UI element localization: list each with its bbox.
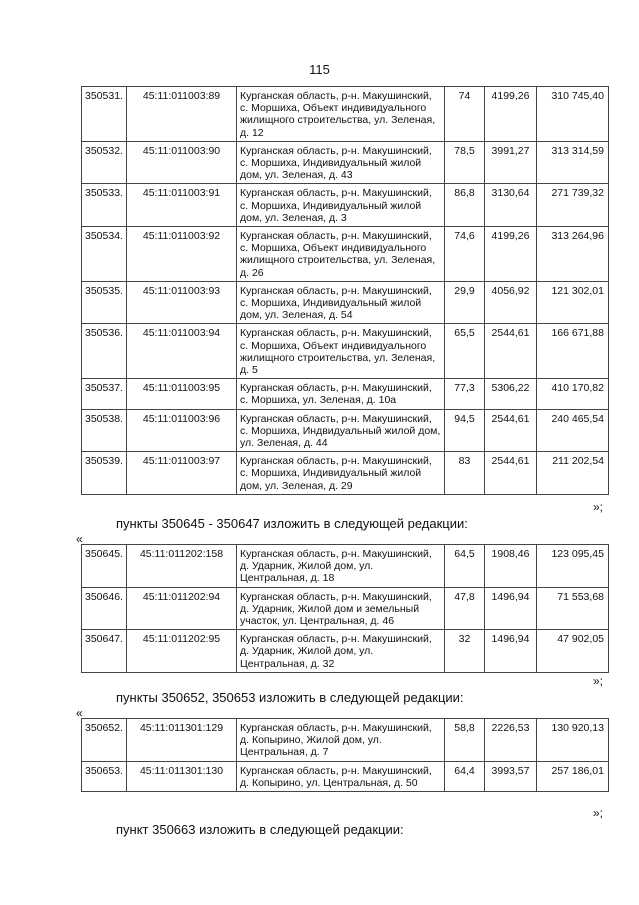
unit-price-cell: 5306,22 xyxy=(485,379,537,409)
cadastral-value-cell: 313 264,96 xyxy=(537,227,609,282)
address-cell: Курганская область, р-н. Макушинский, с. Моршиха, Объект индивидуального жилищного строительства, ул. Зеленая, д. 5 xyxy=(237,324,445,379)
unit-price-cell: 4056,92 xyxy=(485,281,537,324)
table-row xyxy=(82,87,609,142)
cadastral-number-cell: 45:11:011202:158 xyxy=(127,545,237,588)
unit-price-cell: 2544,61 xyxy=(485,409,537,452)
table-row xyxy=(82,184,609,227)
area-cell: 64,5 xyxy=(445,545,485,588)
table-row xyxy=(82,409,609,452)
cadastral-number-cell: 45:11:011202:94 xyxy=(127,587,237,630)
cadastral-number-cell: 45:11:011301:130 xyxy=(127,761,237,791)
table-row xyxy=(82,379,609,409)
area-cell: 74 xyxy=(445,87,485,142)
item-number-cell: 350536. xyxy=(82,324,127,379)
cadastral-number-cell: 45:11:011003:89 xyxy=(127,87,237,142)
cadastral-number-cell: 45:11:011003:90 xyxy=(127,141,237,184)
area-cell: 94,5 xyxy=(445,409,485,452)
address-cell: Курганская область, р-н. Макушинский, д. Ударник, Жилой дом, ул. Центральная, д. 18 xyxy=(237,545,445,588)
registry-table-1 xyxy=(81,86,609,495)
item-number-cell: 350534. xyxy=(82,227,127,282)
cadastral-value-cell: 71 553,68 xyxy=(537,587,609,630)
item-number-cell: 350646. xyxy=(82,587,127,630)
area-cell: 78,5 xyxy=(445,141,485,184)
address-cell: Курганская область, р-н. Макушинский, д. Копырино, ул. Центральная, д. 50 xyxy=(237,761,445,791)
area-cell: 74,6 xyxy=(445,227,485,282)
closing-quote: »; xyxy=(593,500,604,514)
closing-quote: »; xyxy=(593,674,604,688)
address-cell: Курганская область, р-н. Макушинский, д. Ударник, Жилой дом и земельный участок, ул. Центральная, д. 46 xyxy=(237,587,445,630)
cadastral-value-cell: 410 170,82 xyxy=(537,379,609,409)
page-number: 115 xyxy=(309,62,330,77)
area-cell: 64,4 xyxy=(445,761,485,791)
registry-table-3 xyxy=(81,718,609,792)
unit-price-cell: 1496,94 xyxy=(485,587,537,630)
cadastral-value-cell: 271 739,32 xyxy=(537,184,609,227)
area-cell: 29,9 xyxy=(445,281,485,324)
address-cell: Курганская область, р-н. Макушинский, с. Моршиха, Индивидуальный жилой дом, ул. Зеленая, д. 29 xyxy=(237,452,445,495)
amendment-paragraph: пункты 350645 - 350647 изложить в следующей редакции: xyxy=(116,516,468,531)
cadastral-value-cell: 257 186,01 xyxy=(537,761,609,791)
item-number-cell: 350647. xyxy=(82,630,127,673)
address-cell: Курганская область, р-н. Макушинский, с. Моршиха, Индивидуальный жилой дом, ул. Зеленая, д. 54 xyxy=(237,281,445,324)
unit-price-cell: 2544,61 xyxy=(485,324,537,379)
item-number-cell: 350535. xyxy=(82,281,127,324)
item-number-cell: 350538. xyxy=(82,409,127,452)
area-cell: 83 xyxy=(445,452,485,495)
area-cell: 65,5 xyxy=(445,324,485,379)
item-number-cell: 350653. xyxy=(82,761,127,791)
table-row xyxy=(82,587,609,630)
cadastral-number-cell: 45:11:011003:97 xyxy=(127,452,237,495)
table-row xyxy=(82,630,609,673)
cadastral-value-cell: 130 920,13 xyxy=(537,719,609,762)
cadastral-number-cell: 45:11:011003:95 xyxy=(127,379,237,409)
cadastral-value-cell: 121 302,01 xyxy=(537,281,609,324)
address-cell: Курганская область, р-н. Макушинский, с. Моршиха, Объект индивидуального жилищного строительства, ул. Зеленая, д. 12 xyxy=(237,87,445,142)
unit-price-cell: 4199,26 xyxy=(485,227,537,282)
cadastral-number-cell: 45:11:011003:91 xyxy=(127,184,237,227)
unit-price-cell: 4199,26 xyxy=(485,87,537,142)
cadastral-value-cell: 240 465,54 xyxy=(537,409,609,452)
table-row xyxy=(82,452,609,495)
cadastral-value-cell: 166 671,88 xyxy=(537,324,609,379)
opening-quote: « xyxy=(76,706,83,720)
table-row xyxy=(82,281,609,324)
address-cell: Курганская область, р-н. Макушинский, с. Моршиха, Объект индивидуального жилищного строительства, ул. Зеленая, д. 26 xyxy=(237,227,445,282)
amendment-paragraph: пункт 350663 изложить в следующей редакции: xyxy=(116,822,404,837)
cadastral-number-cell: 45:11:011202:95 xyxy=(127,630,237,673)
unit-price-cell: 3993,57 xyxy=(485,761,537,791)
item-number-cell: 350652. xyxy=(82,719,127,762)
cadastral-number-cell: 45:11:011003:96 xyxy=(127,409,237,452)
unit-price-cell: 1908,46 xyxy=(485,545,537,588)
item-number-cell: 350531. xyxy=(82,87,127,142)
cadastral-value-cell: 313 314,59 xyxy=(537,141,609,184)
unit-price-cell: 3991,27 xyxy=(485,141,537,184)
address-cell: Курганская область, р-н. Макушинский, д. Ударник, Жилой дом, ул. Центральная, д. 32 xyxy=(237,630,445,673)
cadastral-value-cell: 211 202,54 xyxy=(537,452,609,495)
cadastral-number-cell: 45:11:011003:93 xyxy=(127,281,237,324)
item-number-cell: 350645. xyxy=(82,545,127,588)
opening-quote: « xyxy=(76,532,83,546)
unit-price-cell: 3130,64 xyxy=(485,184,537,227)
cadastral-value-cell: 47 902,05 xyxy=(537,630,609,673)
table-row xyxy=(82,227,609,282)
cadastral-value-cell: 123 095,45 xyxy=(537,545,609,588)
cadastral-number-cell: 45:11:011301:129 xyxy=(127,719,237,762)
cadastral-number-cell: 45:11:011003:94 xyxy=(127,324,237,379)
address-cell: Курганская область, р-н. Макушинский, с. Моршиха, Индивидуальный жилой дом, ул. Зеленая, д. 3 xyxy=(237,184,445,227)
cadastral-value-cell: 310 745,40 xyxy=(537,87,609,142)
area-cell: 86,8 xyxy=(445,184,485,227)
table-row xyxy=(82,545,609,588)
address-cell: Курганская область, р-н. Макушинский, с. Моршиха, Индивидуальный жилой дом, ул. Зеленая, д. 43 xyxy=(237,141,445,184)
area-cell: 47,8 xyxy=(445,587,485,630)
area-cell: 77,3 xyxy=(445,379,485,409)
unit-price-cell: 2226,53 xyxy=(485,719,537,762)
registry-table-2 xyxy=(81,544,609,673)
table-row xyxy=(82,324,609,379)
item-number-cell: 350532. xyxy=(82,141,127,184)
closing-quote: »; xyxy=(593,806,604,820)
unit-price-cell: 2544,61 xyxy=(485,452,537,495)
table-row xyxy=(82,761,609,791)
area-cell: 32 xyxy=(445,630,485,673)
table-row xyxy=(82,719,609,762)
amendment-paragraph: пункты 350652, 350653 изложить в следующей редакции: xyxy=(116,690,464,705)
table-row xyxy=(82,141,609,184)
item-number-cell: 350537. xyxy=(82,379,127,409)
address-cell: Курганская область, р-н. Макушинский, с. Моршиха, Индвидуальный жилой дом, ул. Зеленая, д. 44 xyxy=(237,409,445,452)
unit-price-cell: 1496,94 xyxy=(485,630,537,673)
cadastral-number-cell: 45:11:011003:92 xyxy=(127,227,237,282)
address-cell: Курганская область, р-н. Макушинский, д. Копырино, Жилой дом, ул. Центральная, д. 7 xyxy=(237,719,445,762)
item-number-cell: 350539. xyxy=(82,452,127,495)
address-cell: Курганская область, р-н. Макушинский, с. Моршиха, ул. Зеленая, д. 10а xyxy=(237,379,445,409)
item-number-cell: 350533. xyxy=(82,184,127,227)
area-cell: 58,8 xyxy=(445,719,485,762)
